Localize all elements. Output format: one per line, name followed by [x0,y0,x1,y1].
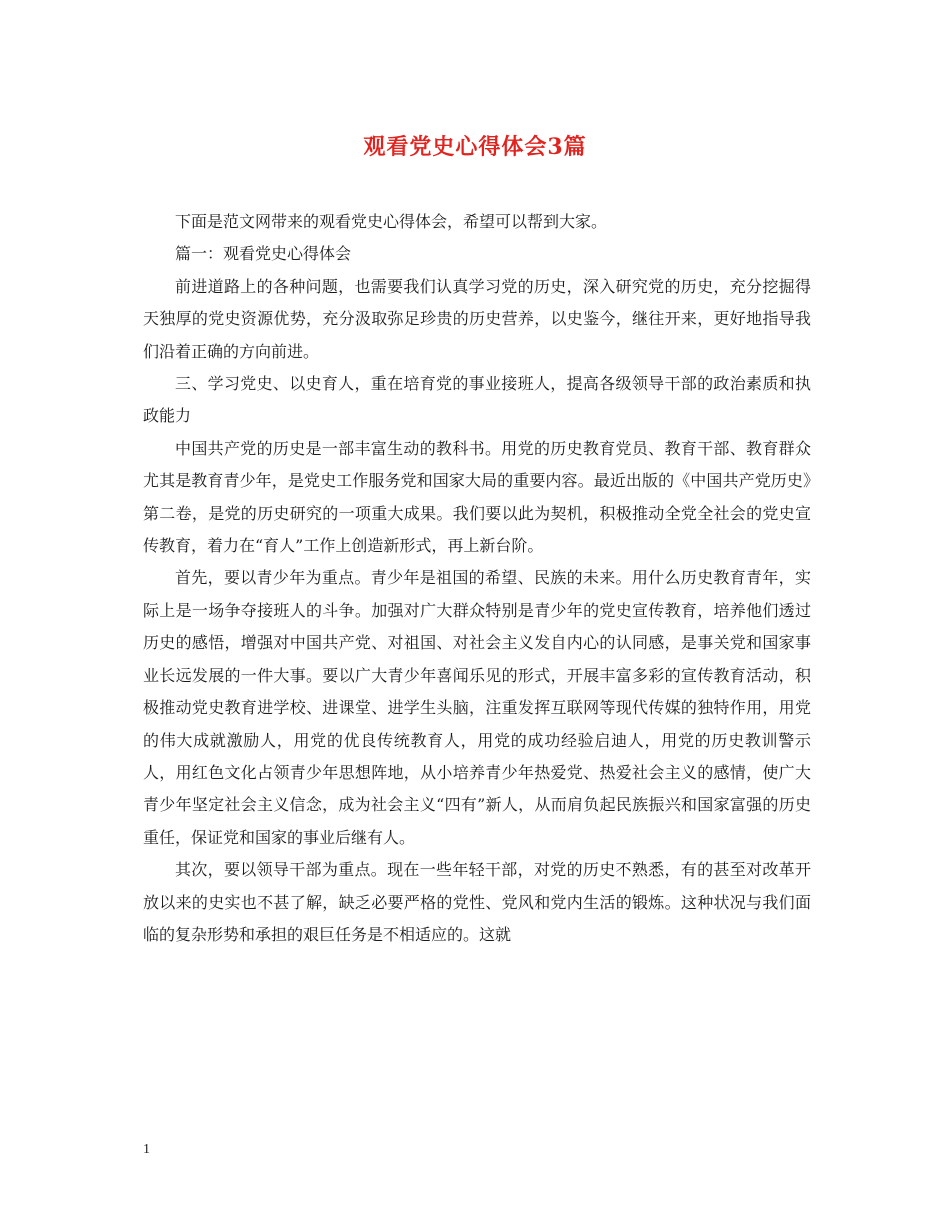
paragraph-section-heading: 篇一：观看党史心得体会 [175,244,352,264]
paragraph-subheading: 三、学习党史、以史育人，重在培育党的事业接班人，提高各级领导干部的政治素质和执政能力 [143,374,811,426]
page-number: 1 [143,1142,150,1157]
paragraph-1: 前进道路上的各种问题，也需要我们认真学习党的历史，深入研究党的历史，充分挖掘得天独厚的党史资源优势，充分汲取弥足珍贵的历史营养，以史鉴今，继往开来，更好地指导我们沿着正确的方向前进。 [143,276,811,361]
paragraph-2: 中国共产党的历史是一部丰富生动的教科书。用党的历史教育党员、教育干部、教育群众尤其是教育青少年，是党史工作服务党和国家大局的重要内容。最近出版的《中国共产党历史》第二卷，是党的历史研究的一项重大成果。我们要以此为契机，积极推动全党全社会的党史宣传教育，着力在“育人”工作上创造新形式，再上新台阶。 [143,438,811,556]
document-body [143,206,811,951]
document-title: 观看党史心得体会3篇 [363,134,587,160]
paragraph-4: 其次，要以领导干部为重点。现在一些年轻干部，对党的历史不熟悉，有的甚至对改革开放以来的史实也不甚了解，缺乏必要严格的党性、党风和党内生活的锻炼。这种状况与我们面临的复杂形势和承担的艰巨任务是不相适应的。这就 [143,860,811,944]
paragraph-3: 首先，要以青少年为重点。青少年是祖国的希望、民族的未来。用什么历史教育青年，实际上是一场争夺接班人的斗争。加强对广大群众特别是青少年的党史宣传教育，培养他们透过历史的感悟，增强对中国共产党、对祖国、对社会主义发自内心的认同感，是事关党和国家事业长远发展的一件大事。要以广大青少年喜闻乐见的形式，开展丰富多彩的宣传教育活动，积极推动党史教育进学校、进课堂、进学生头脑，注重发挥互联网等现代传媒的独特作用，用党的伟大成就激励人，用党的优良传统教育人，用党的成功经验启迪人，用党的历史教训警示人，用红色文化占领青少年思想阵地，从小培养青少年热爱党、热爱社会主义的感情，使广大青少年坚定社会主义信念，成为社会主义“四有”新人，从而肩负起民族振兴和国家富强的历史重任，保证党和国家的事业后继有人。 [143,568,811,847]
paragraph-intro: 下面是范文网带来的观看党史心得体会，希望可以帮到大家。 [175,212,608,231]
